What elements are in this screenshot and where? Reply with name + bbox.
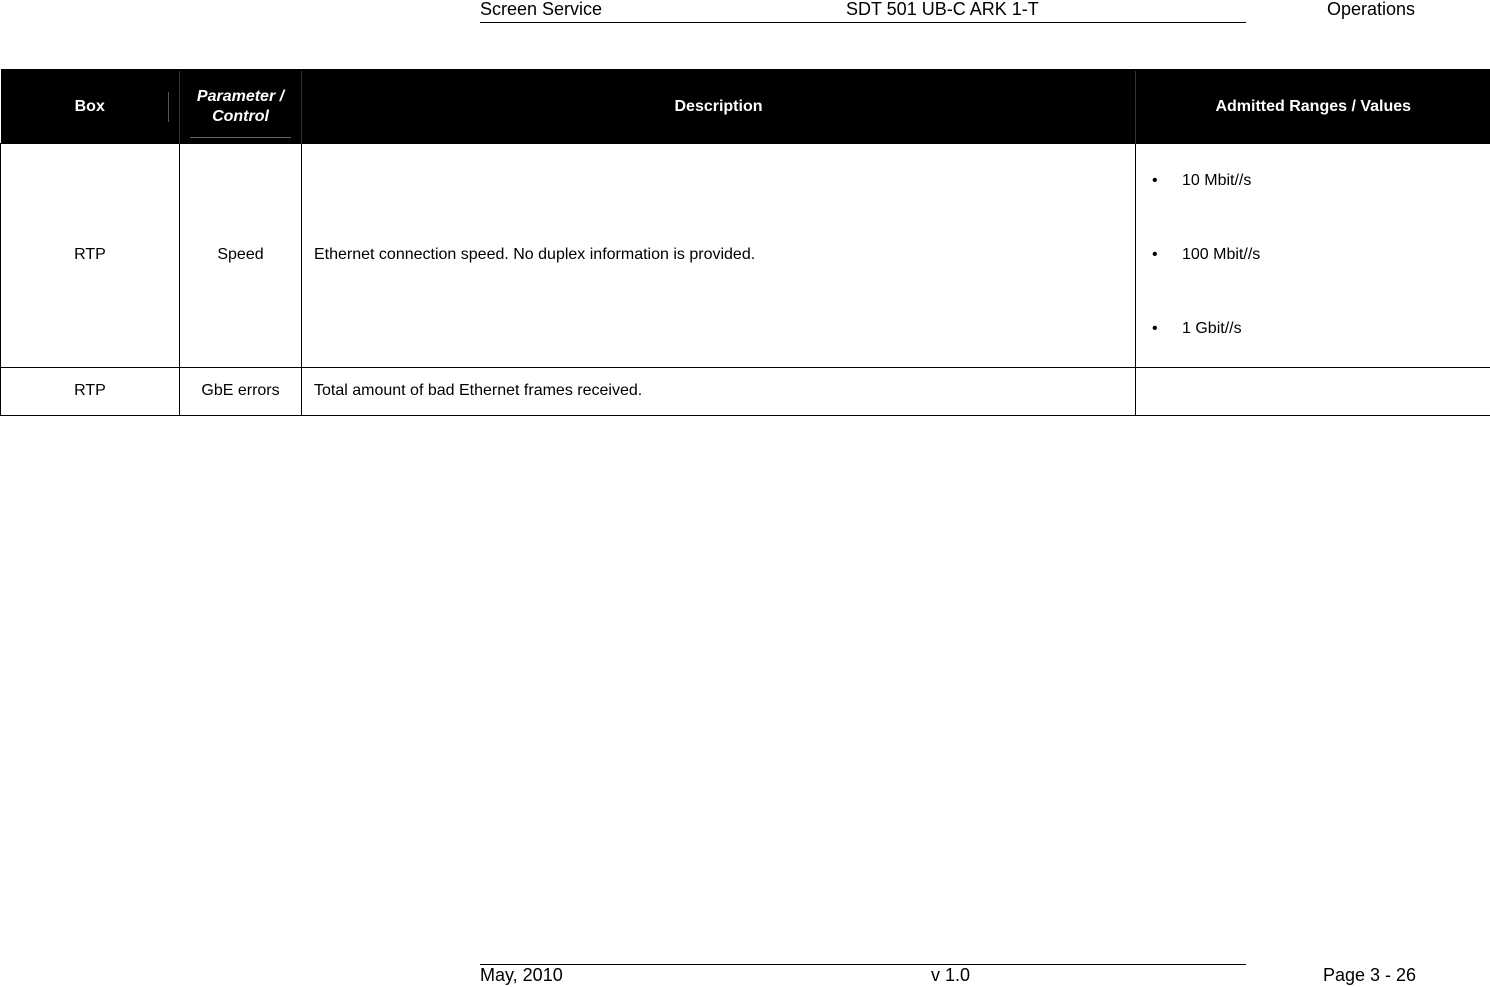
footer-date: May, 2010	[480, 965, 563, 985]
range-list	[1136, 144, 1490, 366]
range-item: • 1 Gbit//s	[1152, 292, 1490, 366]
column-header-parameter: Parameter / Control	[180, 70, 302, 143]
cell-ranges	[1136, 367, 1490, 415]
range-item: • 10 Mbit//s	[1152, 144, 1490, 218]
cell-parameter: Speed	[180, 143, 302, 367]
cell-ranges	[1136, 143, 1490, 367]
header-section-label: Operations	[1327, 0, 1416, 19]
column-header-description: Description	[302, 70, 1136, 143]
column-header-ranges: Admitted Ranges / Values	[1136, 70, 1490, 143]
header-service-label: Screen Service	[480, 0, 603, 19]
table-header-row	[1, 70, 1490, 143]
table-row	[1, 143, 1490, 367]
footer-page-number: Page 3 - 26	[1323, 965, 1417, 985]
page-footer	[480, 964, 1246, 987]
cell-box: RTP	[1, 143, 180, 367]
footer-version: v 1.0	[931, 965, 971, 985]
table-row	[1, 367, 1490, 415]
cell-description: Ethernet connection speed. No duplex information is provided.	[302, 143, 1136, 367]
cell-description: Total amount of bad Ethernet frames received.	[302, 367, 1136, 415]
page-header	[480, 0, 1246, 23]
parameter-table	[0, 69, 1490, 416]
cell-box: RTP	[1, 367, 180, 415]
range-item: • 100 Mbit//s	[1152, 218, 1490, 292]
cell-parameter: GbE errors	[180, 367, 302, 415]
column-header-box: Box	[1, 70, 180, 143]
header-product-label: SDT 501 UB-C ARK 1-T	[846, 0, 1039, 19]
